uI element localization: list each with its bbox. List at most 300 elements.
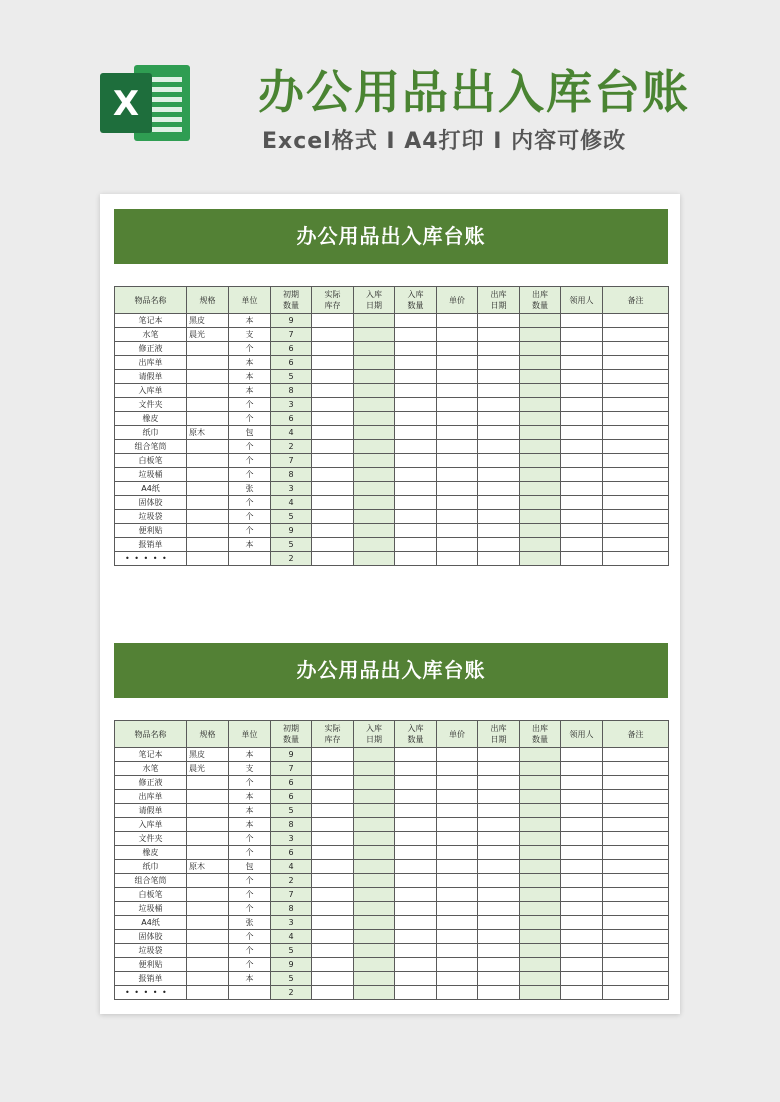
table-cell[interactable] <box>354 538 395 552</box>
table-cell[interactable]: 支 <box>229 328 271 342</box>
table-cell[interactable] <box>437 944 478 958</box>
table-cell[interactable] <box>187 496 229 510</box>
table-cell[interactable]: 本 <box>229 538 271 552</box>
table-cell[interactable] <box>561 762 603 776</box>
table-cell[interactable] <box>437 482 478 496</box>
table-cell[interactable] <box>354 384 395 398</box>
table-cell[interactable] <box>603 860 669 874</box>
table-cell[interactable] <box>520 916 561 930</box>
table-cell[interactable] <box>561 930 603 944</box>
table-cell[interactable] <box>437 426 478 440</box>
table-cell[interactable]: 个 <box>229 510 271 524</box>
table-cell[interactable]: 个 <box>229 454 271 468</box>
table-cell[interactable] <box>520 986 561 1000</box>
table-cell[interactable] <box>520 356 561 370</box>
table-cell[interactable] <box>478 412 520 426</box>
table-cell[interactable]: 个 <box>229 496 271 510</box>
table-cell[interactable] <box>395 398 437 412</box>
table-cell[interactable] <box>312 916 354 930</box>
table-cell[interactable]: 本 <box>229 370 271 384</box>
table-cell[interactable] <box>395 412 437 426</box>
table-cell[interactable] <box>603 846 669 860</box>
table-cell[interactable] <box>478 804 520 818</box>
table-cell[interactable]: 6 <box>271 846 312 860</box>
table-cell[interactable] <box>187 454 229 468</box>
table-cell[interactable]: 橡皮 <box>115 846 187 860</box>
table-cell[interactable]: 5 <box>271 944 312 958</box>
table-cell[interactable]: 6 <box>271 356 312 370</box>
table-cell[interactable]: 黑皮 <box>187 748 229 762</box>
table-cell[interactable] <box>603 944 669 958</box>
table-cell[interactable] <box>603 342 669 356</box>
table-cell[interactable]: 支 <box>229 762 271 776</box>
table-cell[interactable] <box>603 370 669 384</box>
table-cell[interactable] <box>603 398 669 412</box>
table-cell[interactable] <box>187 986 229 1000</box>
table-cell[interactable] <box>561 902 603 916</box>
table-cell[interactable] <box>187 440 229 454</box>
table-cell[interactable]: 3 <box>271 832 312 846</box>
table-cell[interactable] <box>520 538 561 552</box>
table-cell[interactable] <box>520 944 561 958</box>
table-cell[interactable] <box>187 846 229 860</box>
table-cell[interactable]: 垃圾桶 <box>115 902 187 916</box>
table-cell[interactable] <box>561 342 603 356</box>
table-cell[interactable] <box>561 398 603 412</box>
table-cell[interactable] <box>478 328 520 342</box>
table-cell[interactable] <box>354 818 395 832</box>
table-cell[interactable] <box>520 762 561 776</box>
table-cell[interactable] <box>478 846 520 860</box>
table-cell[interactable] <box>395 510 437 524</box>
table-cell[interactable] <box>561 552 603 566</box>
table-cell[interactable]: 2 <box>271 440 312 454</box>
table-cell[interactable] <box>395 944 437 958</box>
table-cell[interactable] <box>312 510 354 524</box>
table-cell[interactable] <box>478 314 520 328</box>
table-cell[interactable] <box>520 818 561 832</box>
table-cell[interactable] <box>312 538 354 552</box>
table-cell[interactable] <box>354 888 395 902</box>
table-cell[interactable]: 晨光 <box>187 328 229 342</box>
table-cell[interactable] <box>354 902 395 916</box>
table-cell[interactable] <box>395 790 437 804</box>
table-cell[interactable] <box>312 384 354 398</box>
table-cell[interactable]: 7 <box>271 762 312 776</box>
table-cell[interactable] <box>603 468 669 482</box>
table-cell[interactable] <box>437 776 478 790</box>
table-cell[interactable] <box>603 384 669 398</box>
table-cell[interactable] <box>603 972 669 986</box>
table-cell[interactable]: 本 <box>229 748 271 762</box>
table-cell[interactable]: 包 <box>229 426 271 440</box>
table-cell[interactable] <box>354 916 395 930</box>
table-cell[interactable] <box>395 930 437 944</box>
table-cell[interactable] <box>187 902 229 916</box>
table-cell[interactable] <box>478 440 520 454</box>
table-cell[interactable] <box>354 804 395 818</box>
table-cell[interactable] <box>520 412 561 426</box>
table-cell[interactable] <box>187 776 229 790</box>
table-cell[interactable] <box>312 790 354 804</box>
table-cell[interactable] <box>478 776 520 790</box>
table-cell[interactable] <box>603 510 669 524</box>
table-cell[interactable] <box>395 356 437 370</box>
table-cell[interactable] <box>312 370 354 384</box>
table-cell[interactable] <box>312 860 354 874</box>
table-cell[interactable] <box>520 930 561 944</box>
table-cell[interactable] <box>312 776 354 790</box>
table-cell[interactable] <box>354 832 395 846</box>
table-cell[interactable]: 个 <box>229 958 271 972</box>
table-cell[interactable] <box>603 804 669 818</box>
table-cell[interactable] <box>437 524 478 538</box>
table-cell[interactable]: 出库单 <box>115 356 187 370</box>
table-cell[interactable] <box>187 888 229 902</box>
table-cell[interactable] <box>437 384 478 398</box>
table-cell[interactable] <box>437 804 478 818</box>
table-cell[interactable] <box>561 510 603 524</box>
table-cell[interactable] <box>187 958 229 972</box>
table-cell[interactable] <box>520 496 561 510</box>
table-cell[interactable] <box>603 818 669 832</box>
table-cell[interactable] <box>603 440 669 454</box>
table-cell[interactable]: 9 <box>271 524 312 538</box>
table-cell[interactable] <box>478 944 520 958</box>
table-cell[interactable] <box>520 846 561 860</box>
table-cell[interactable]: 9 <box>271 748 312 762</box>
table-cell[interactable] <box>520 524 561 538</box>
table-cell[interactable] <box>312 832 354 846</box>
table-cell[interactable] <box>437 860 478 874</box>
table-cell[interactable] <box>561 958 603 972</box>
table-cell[interactable] <box>478 384 520 398</box>
table-cell[interactable] <box>395 370 437 384</box>
table-cell[interactable]: 本 <box>229 818 271 832</box>
table-cell[interactable] <box>187 832 229 846</box>
table-cell[interactable]: 修正液 <box>115 776 187 790</box>
table-cell[interactable] <box>354 846 395 860</box>
table-cell[interactable] <box>229 986 271 1000</box>
table-cell[interactable]: 固体胶 <box>115 496 187 510</box>
table-cell[interactable]: 入库单 <box>115 818 187 832</box>
table-cell[interactable]: 5 <box>271 804 312 818</box>
table-cell[interactable] <box>312 524 354 538</box>
table-cell[interactable] <box>354 524 395 538</box>
table-cell[interactable]: 包 <box>229 860 271 874</box>
table-cell[interactable] <box>437 356 478 370</box>
table-cell[interactable] <box>354 412 395 426</box>
table-cell[interactable]: 文件夹 <box>115 398 187 412</box>
table-cell[interactable] <box>354 468 395 482</box>
table-cell[interactable] <box>603 356 669 370</box>
table-cell[interactable] <box>561 790 603 804</box>
table-cell[interactable] <box>187 916 229 930</box>
table-cell[interactable]: 原木 <box>187 860 229 874</box>
table-cell[interactable] <box>520 440 561 454</box>
table-cell[interactable] <box>395 552 437 566</box>
table-cell[interactable] <box>603 524 669 538</box>
table-cell[interactable] <box>395 804 437 818</box>
table-cell[interactable] <box>603 412 669 426</box>
table-cell[interactable] <box>561 496 603 510</box>
table-cell[interactable] <box>561 804 603 818</box>
table-cell[interactable] <box>520 370 561 384</box>
table-cell[interactable] <box>603 874 669 888</box>
table-cell[interactable] <box>354 944 395 958</box>
table-cell[interactable] <box>354 958 395 972</box>
table-cell[interactable]: 4 <box>271 426 312 440</box>
table-cell[interactable] <box>603 748 669 762</box>
table-cell[interactable] <box>561 818 603 832</box>
table-cell[interactable] <box>603 916 669 930</box>
table-cell[interactable]: 垃圾桶 <box>115 468 187 482</box>
table-cell[interactable] <box>354 986 395 1000</box>
table-cell[interactable] <box>561 370 603 384</box>
table-cell[interactable]: 8 <box>271 468 312 482</box>
table-cell[interactable]: 垃圾袋 <box>115 944 187 958</box>
table-cell[interactable]: 纸巾 <box>115 860 187 874</box>
table-cell[interactable] <box>395 538 437 552</box>
table-cell[interactable] <box>520 874 561 888</box>
table-cell[interactable] <box>437 958 478 972</box>
table-cell[interactable]: 2 <box>271 986 312 1000</box>
table-cell[interactable] <box>520 552 561 566</box>
table-cell[interactable] <box>437 972 478 986</box>
table-cell[interactable] <box>437 342 478 356</box>
table-cell[interactable] <box>478 916 520 930</box>
table-cell[interactable]: 纸巾 <box>115 426 187 440</box>
table-cell[interactable]: 个 <box>229 440 271 454</box>
table-cell[interactable] <box>478 748 520 762</box>
table-cell[interactable] <box>395 328 437 342</box>
table-cell[interactable] <box>354 776 395 790</box>
table-cell[interactable] <box>395 986 437 1000</box>
table-cell[interactable] <box>395 748 437 762</box>
table-cell[interactable] <box>187 342 229 356</box>
table-cell[interactable]: 本 <box>229 356 271 370</box>
table-cell[interactable] <box>520 468 561 482</box>
table-cell[interactable] <box>312 874 354 888</box>
table-cell[interactable] <box>187 370 229 384</box>
table-cell[interactable] <box>187 944 229 958</box>
table-cell[interactable]: 入库单 <box>115 384 187 398</box>
table-cell[interactable] <box>187 818 229 832</box>
table-cell[interactable]: 6 <box>271 412 312 426</box>
table-cell[interactable]: 本 <box>229 790 271 804</box>
table-cell[interactable] <box>478 762 520 776</box>
table-cell[interactable] <box>395 958 437 972</box>
table-cell[interactable] <box>561 468 603 482</box>
table-cell[interactable]: 修正液 <box>115 342 187 356</box>
table-cell[interactable] <box>354 762 395 776</box>
table-cell[interactable] <box>437 552 478 566</box>
table-cell[interactable] <box>354 398 395 412</box>
table-cell[interactable]: 报销单 <box>115 972 187 986</box>
table-cell[interactable] <box>395 860 437 874</box>
table-cell[interactable] <box>312 356 354 370</box>
table-cell[interactable] <box>437 412 478 426</box>
table-cell[interactable] <box>520 972 561 986</box>
table-cell[interactable] <box>187 790 229 804</box>
table-cell[interactable] <box>478 482 520 496</box>
table-cell[interactable] <box>395 762 437 776</box>
table-cell[interactable]: • • • • • <box>115 986 187 1000</box>
table-cell[interactable] <box>478 426 520 440</box>
table-cell[interactable] <box>354 440 395 454</box>
table-cell[interactable] <box>437 454 478 468</box>
table-cell[interactable]: 张 <box>229 916 271 930</box>
table-cell[interactable]: 本 <box>229 972 271 986</box>
table-cell[interactable] <box>395 972 437 986</box>
table-cell[interactable]: 7 <box>271 454 312 468</box>
table-cell[interactable] <box>395 384 437 398</box>
table-cell[interactable] <box>478 356 520 370</box>
table-cell[interactable] <box>312 762 354 776</box>
table-cell[interactable] <box>395 524 437 538</box>
table-cell[interactable] <box>561 356 603 370</box>
table-cell[interactable] <box>520 482 561 496</box>
table-cell[interactable] <box>312 958 354 972</box>
table-cell[interactable] <box>312 440 354 454</box>
table-cell[interactable] <box>312 468 354 482</box>
table-cell[interactable]: 组合笔筒 <box>115 874 187 888</box>
table-cell[interactable] <box>437 748 478 762</box>
table-cell[interactable] <box>561 846 603 860</box>
table-cell[interactable]: • • • • • <box>115 552 187 566</box>
table-cell[interactable] <box>520 804 561 818</box>
table-cell[interactable] <box>187 482 229 496</box>
table-cell[interactable] <box>312 888 354 902</box>
table-cell[interactable] <box>354 930 395 944</box>
table-cell[interactable]: 8 <box>271 902 312 916</box>
table-cell[interactable]: 个 <box>229 874 271 888</box>
table-cell[interactable] <box>354 496 395 510</box>
table-cell[interactable]: 个 <box>229 888 271 902</box>
table-cell[interactable] <box>354 426 395 440</box>
table-cell[interactable]: 便利贴 <box>115 958 187 972</box>
table-cell[interactable] <box>561 482 603 496</box>
table-cell[interactable] <box>354 874 395 888</box>
table-cell[interactable] <box>561 454 603 468</box>
table-cell[interactable] <box>312 328 354 342</box>
table-cell[interactable] <box>312 972 354 986</box>
table-cell[interactable] <box>437 538 478 552</box>
table-cell[interactable] <box>478 510 520 524</box>
table-cell[interactable] <box>520 328 561 342</box>
table-cell[interactable] <box>354 790 395 804</box>
table-cell[interactable]: 笔记本 <box>115 314 187 328</box>
table-cell[interactable]: 3 <box>271 482 312 496</box>
table-cell[interactable] <box>395 454 437 468</box>
table-cell[interactable] <box>354 356 395 370</box>
table-cell[interactable] <box>603 426 669 440</box>
table-cell[interactable]: 个 <box>229 524 271 538</box>
table-cell[interactable] <box>561 972 603 986</box>
table-cell[interactable]: 4 <box>271 496 312 510</box>
table-cell[interactable] <box>520 426 561 440</box>
table-cell[interactable] <box>437 510 478 524</box>
table-cell[interactable] <box>478 496 520 510</box>
table-cell[interactable] <box>354 972 395 986</box>
table-cell[interactable] <box>478 860 520 874</box>
table-cell[interactable] <box>520 832 561 846</box>
table-cell[interactable] <box>603 552 669 566</box>
table-cell[interactable] <box>478 790 520 804</box>
table-cell[interactable] <box>561 832 603 846</box>
table-cell[interactable] <box>520 790 561 804</box>
table-cell[interactable]: 笔记本 <box>115 748 187 762</box>
table-cell[interactable] <box>561 524 603 538</box>
table-cell[interactable]: 本 <box>229 804 271 818</box>
table-cell[interactable] <box>520 398 561 412</box>
table-cell[interactable] <box>312 986 354 1000</box>
table-cell[interactable]: 个 <box>229 944 271 958</box>
table-cell[interactable] <box>187 972 229 986</box>
table-cell[interactable]: 个 <box>229 930 271 944</box>
table-cell[interactable] <box>395 902 437 916</box>
table-cell[interactable] <box>520 902 561 916</box>
table-cell[interactable] <box>561 328 603 342</box>
table-cell[interactable]: 个 <box>229 342 271 356</box>
table-cell[interactable]: 固体胶 <box>115 930 187 944</box>
table-cell[interactable]: 3 <box>271 398 312 412</box>
table-cell[interactable] <box>603 482 669 496</box>
table-cell[interactable] <box>520 314 561 328</box>
table-cell[interactable]: 6 <box>271 790 312 804</box>
table-cell[interactable] <box>561 776 603 790</box>
table-cell[interactable] <box>478 888 520 902</box>
table-cell[interactable] <box>478 902 520 916</box>
table-cell[interactable] <box>395 916 437 930</box>
table-cell[interactable] <box>312 482 354 496</box>
table-cell[interactable]: 个 <box>229 412 271 426</box>
table-cell[interactable] <box>395 440 437 454</box>
table-cell[interactable]: 6 <box>271 776 312 790</box>
table-cell[interactable]: A4纸 <box>115 482 187 496</box>
table-cell[interactable]: 本 <box>229 384 271 398</box>
table-cell[interactable] <box>187 412 229 426</box>
table-cell[interactable] <box>437 902 478 916</box>
table-cell[interactable]: 5 <box>271 538 312 552</box>
table-cell[interactable]: 请假单 <box>115 370 187 384</box>
table-cell[interactable] <box>561 748 603 762</box>
table-cell[interactable] <box>395 314 437 328</box>
table-cell[interactable] <box>437 314 478 328</box>
table-cell[interactable]: A4纸 <box>115 916 187 930</box>
table-cell[interactable]: 3 <box>271 916 312 930</box>
table-cell[interactable] <box>312 496 354 510</box>
table-cell[interactable] <box>478 342 520 356</box>
table-cell[interactable] <box>478 930 520 944</box>
table-cell[interactable] <box>395 832 437 846</box>
table-cell[interactable]: 4 <box>271 860 312 874</box>
table-cell[interactable] <box>561 888 603 902</box>
table-cell[interactable]: 组合笔筒 <box>115 440 187 454</box>
table-cell[interactable] <box>437 888 478 902</box>
table-cell[interactable] <box>478 958 520 972</box>
table-cell[interactable] <box>187 930 229 944</box>
table-cell[interactable] <box>312 314 354 328</box>
table-cell[interactable] <box>187 468 229 482</box>
table-cell[interactable] <box>603 328 669 342</box>
table-cell[interactable] <box>395 482 437 496</box>
table-cell[interactable] <box>312 412 354 426</box>
table-cell[interactable] <box>478 552 520 566</box>
table-cell[interactable]: 黑皮 <box>187 314 229 328</box>
table-cell[interactable] <box>312 930 354 944</box>
table-cell[interactable] <box>187 356 229 370</box>
